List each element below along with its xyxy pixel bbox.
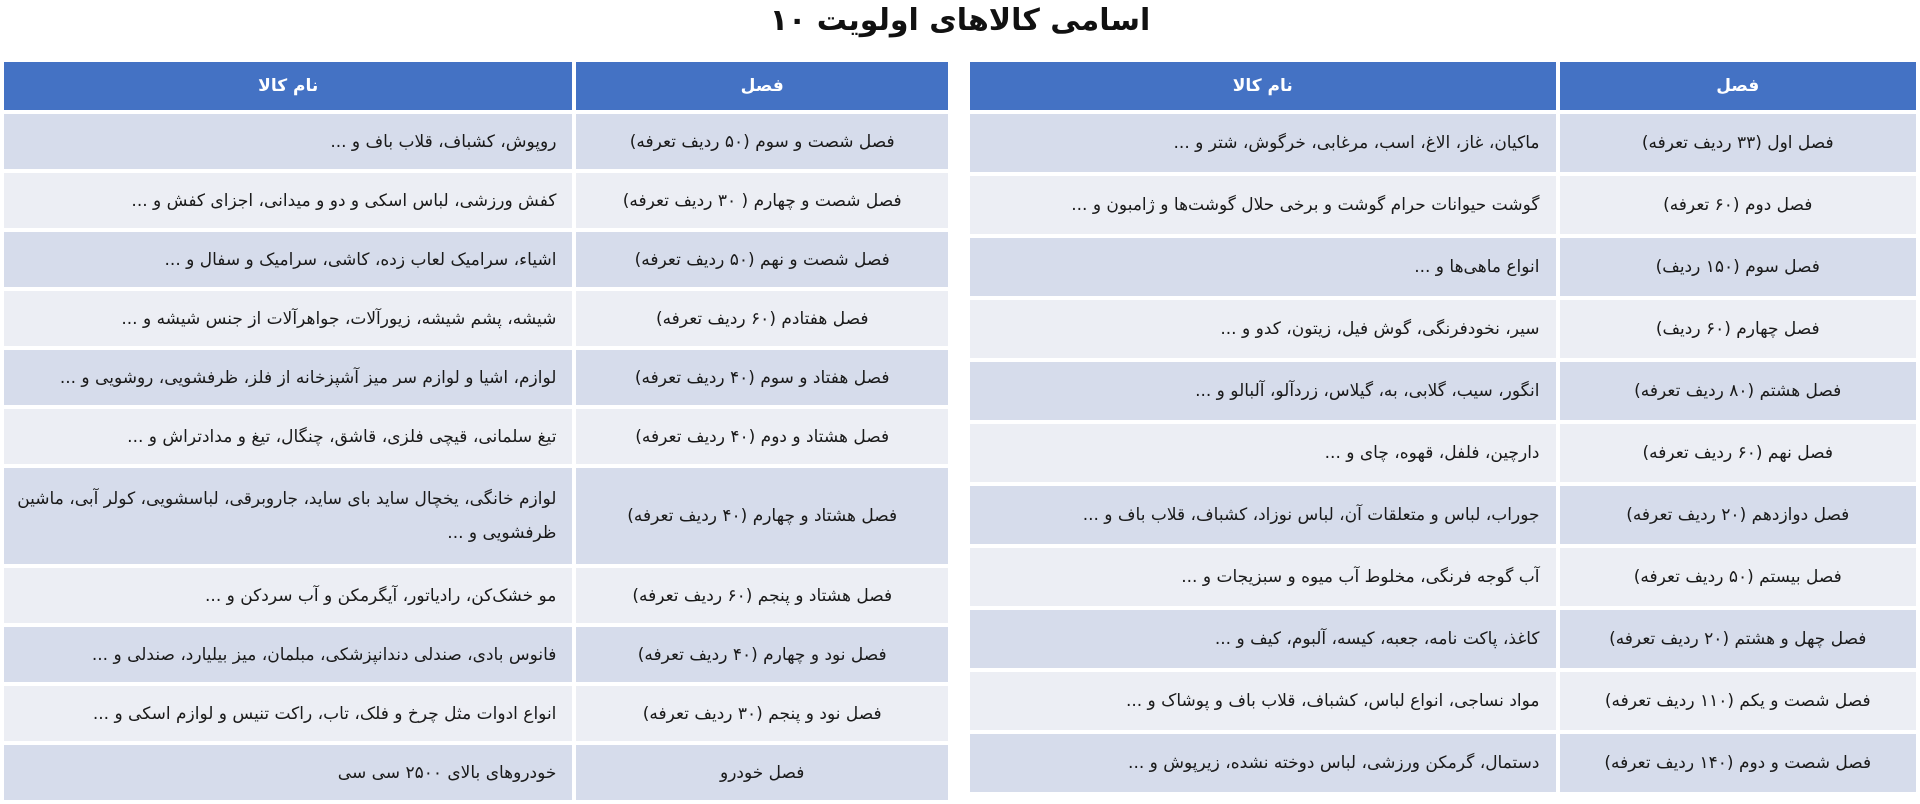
table-row bbox=[970, 734, 1916, 792]
table-row bbox=[4, 173, 948, 228]
table-row bbox=[970, 672, 1916, 730]
goods-cell: مواد نساجی، انواع لباس، کشباف، قلاب باف و پوشاک و ... bbox=[970, 672, 1556, 730]
season-cell: فصل بیستم (۵۰ ردیف تعرفه) bbox=[1560, 548, 1917, 606]
goods-cell: انواع ماهی‌ها و ... bbox=[970, 238, 1556, 296]
season-cell: فصل شصت و سوم (۵۰ ردیف تعرفه) bbox=[576, 114, 948, 169]
season-cell: فصل شصت و نهم (۵۰ ردیف تعرفه) bbox=[576, 232, 948, 287]
table-row bbox=[970, 176, 1916, 234]
goods-cell: اشیاء، سرامیک لعاب زده، کاشی، سرامیک و سفال و ... bbox=[4, 232, 572, 287]
table-row bbox=[4, 627, 948, 682]
season-cell: فصل هشتم (۸۰ ردیف تعرفه) bbox=[1560, 362, 1917, 420]
season-cell: فصل هفتادم (۶۰ ردیف تعرفه) bbox=[576, 291, 948, 346]
goods-cell: لوازم خانگی، یخچال ساید بای ساید، جاروبرقی، لباسشویی، کولر آبی، ماشین ظرفشویی و ... bbox=[4, 468, 572, 564]
table-row bbox=[970, 548, 1916, 606]
season-column-header: فصل bbox=[576, 62, 948, 110]
season-cell: فصل شصت و چهارم ( ۳۰ ردیف تعرفه) bbox=[576, 173, 948, 228]
table-row bbox=[970, 362, 1916, 420]
table-row bbox=[4, 568, 948, 623]
table-row bbox=[4, 745, 948, 800]
table-row bbox=[4, 468, 948, 564]
goods-cell: تیغ سلمانی، قیچی فلزی، قاشق، چنگال، تیغ و مدادتراش و ... bbox=[4, 409, 572, 464]
table-row bbox=[970, 486, 1916, 544]
table-row bbox=[4, 350, 948, 405]
goods-cell: دستمال، گرمکن ورزشی، لباس دوخته نشده، زیرپوش و ... bbox=[970, 734, 1556, 792]
goods-cell: کفش ورزشی، لباس اسکی و دو و میدانی، اجزای کفش و ... bbox=[4, 173, 572, 228]
season-column-header: فصل bbox=[1560, 62, 1917, 110]
season-cell: فصل نود و پنجم (۳۰ ردیف تعرفه) bbox=[576, 686, 948, 741]
goods-cell: انگور، سیب، گلابی، به، گیلاس، زردآلو، آلبالو و ... bbox=[970, 362, 1556, 420]
table-row bbox=[4, 232, 948, 287]
goods-column-header: نام کالا bbox=[970, 62, 1556, 110]
season-cell: فصل هشتاد و پنجم (۶۰ ردیف تعرفه) bbox=[576, 568, 948, 623]
goods-cell: لوازم، اشیا و لوازم سر میز آشپزخانه از فلز، ظرفشویی، روشویی و ... bbox=[4, 350, 572, 405]
season-cell: فصل نهم (۶۰ ردیف تعرفه) bbox=[1560, 424, 1917, 482]
season-cell: فصل دوازدهم (۲۰ ردیف تعرفه) bbox=[1560, 486, 1917, 544]
season-cell: فصل هشتاد و دوم (۴۰ ردیف تعرفه) bbox=[576, 409, 948, 464]
season-cell: فصل شصت و یکم (۱۱۰ ردیف تعرفه) bbox=[1560, 672, 1917, 730]
priority-goods-table-left bbox=[0, 58, 952, 804]
goods-cell: شیشه، پشم شیشه، زیورآلات، جواهرآلات از جنس شیشه و ... bbox=[4, 291, 572, 346]
goods-cell: گوشت حیوانات حرام گوشت و برخی حلال گوشت‌ها و ژامبون و ... bbox=[970, 176, 1556, 234]
season-cell: فصل چهارم (۶۰ ردیف) bbox=[1560, 300, 1917, 358]
goods-cell: جوراب، لباس و متعلقات آن، لباس نوزاد، کشباف، قلاب باف و ... bbox=[970, 486, 1556, 544]
table-row bbox=[970, 238, 1916, 296]
season-cell: فصل هفتاد و سوم (۴۰ ردیف تعرفه) bbox=[576, 350, 948, 405]
page-title: اسامی کالاهای اولویت ۱۰ bbox=[769, 3, 1151, 38]
table-row bbox=[970, 610, 1916, 668]
goods-cell: ماکیان، غاز، الاغ، اسب، مرغابی، خرگوش، شتر و ... bbox=[970, 114, 1556, 172]
table-row bbox=[4, 114, 948, 169]
table-row bbox=[4, 409, 948, 464]
table-row bbox=[970, 424, 1916, 482]
goods-cell: مو خشک‌کن، رادیاتور، آیگرمکن و آب سردکن و ... bbox=[4, 568, 572, 623]
table-row bbox=[970, 300, 1916, 358]
season-cell: فصل سوم (۱۵۰ ردیف) bbox=[1560, 238, 1917, 296]
goods-cell: فانوس بادی، صندلی دندانپزشکی، مبلمان، میز بیلیارد، صندلی و ... bbox=[4, 627, 572, 682]
goods-cell: انواع ادوات مثل چرخ و فلک، تاب، راکت تنیس و لوازم اسکی و ... bbox=[4, 686, 572, 741]
priority-goods-table-right bbox=[966, 58, 1920, 796]
season-cell: فصل چهل و هشتم (۲۰ ردیف تعرفه) bbox=[1560, 610, 1917, 668]
table-row bbox=[4, 291, 948, 346]
season-cell: فصل شصت و دوم (۱۴۰ ردیف تعرفه) bbox=[1560, 734, 1917, 792]
goods-column-header: نام کالا bbox=[4, 62, 572, 110]
season-cell: فصل دوم (۶۰ تعرفه) bbox=[1560, 176, 1917, 234]
season-cell: فصل خودرو bbox=[576, 745, 948, 800]
goods-cell: سیر، نخودفرنگی، گوش فیل، زیتون، کدو و ... bbox=[970, 300, 1556, 358]
season-cell: فصل هشتاد و چهارم (۴۰ ردیف تعرفه) bbox=[576, 468, 948, 564]
goods-cell: خودروهای بالای ۲۵۰۰ سی سی bbox=[4, 745, 572, 800]
season-cell: فصل اول (۳۳ ردیف تعرفه) bbox=[1560, 114, 1917, 172]
goods-cell: دارچین، فلفل، قهوه، چای و ... bbox=[970, 424, 1556, 482]
goods-cell: روپوش، کشباف، قلاب باف و ... bbox=[4, 114, 572, 169]
goods-cell: آب گوجه فرنگی، مخلوط آب میوه و سبزیجات و ... bbox=[970, 548, 1556, 606]
table-row bbox=[4, 686, 948, 741]
season-cell: فصل نود و چهارم (۴۰ ردیف تعرفه) bbox=[576, 627, 948, 682]
goods-cell: کاغذ، پاکت نامه، جعبه، کیسه، آلبوم، کیف و ... bbox=[970, 610, 1556, 668]
table-row bbox=[970, 114, 1916, 172]
